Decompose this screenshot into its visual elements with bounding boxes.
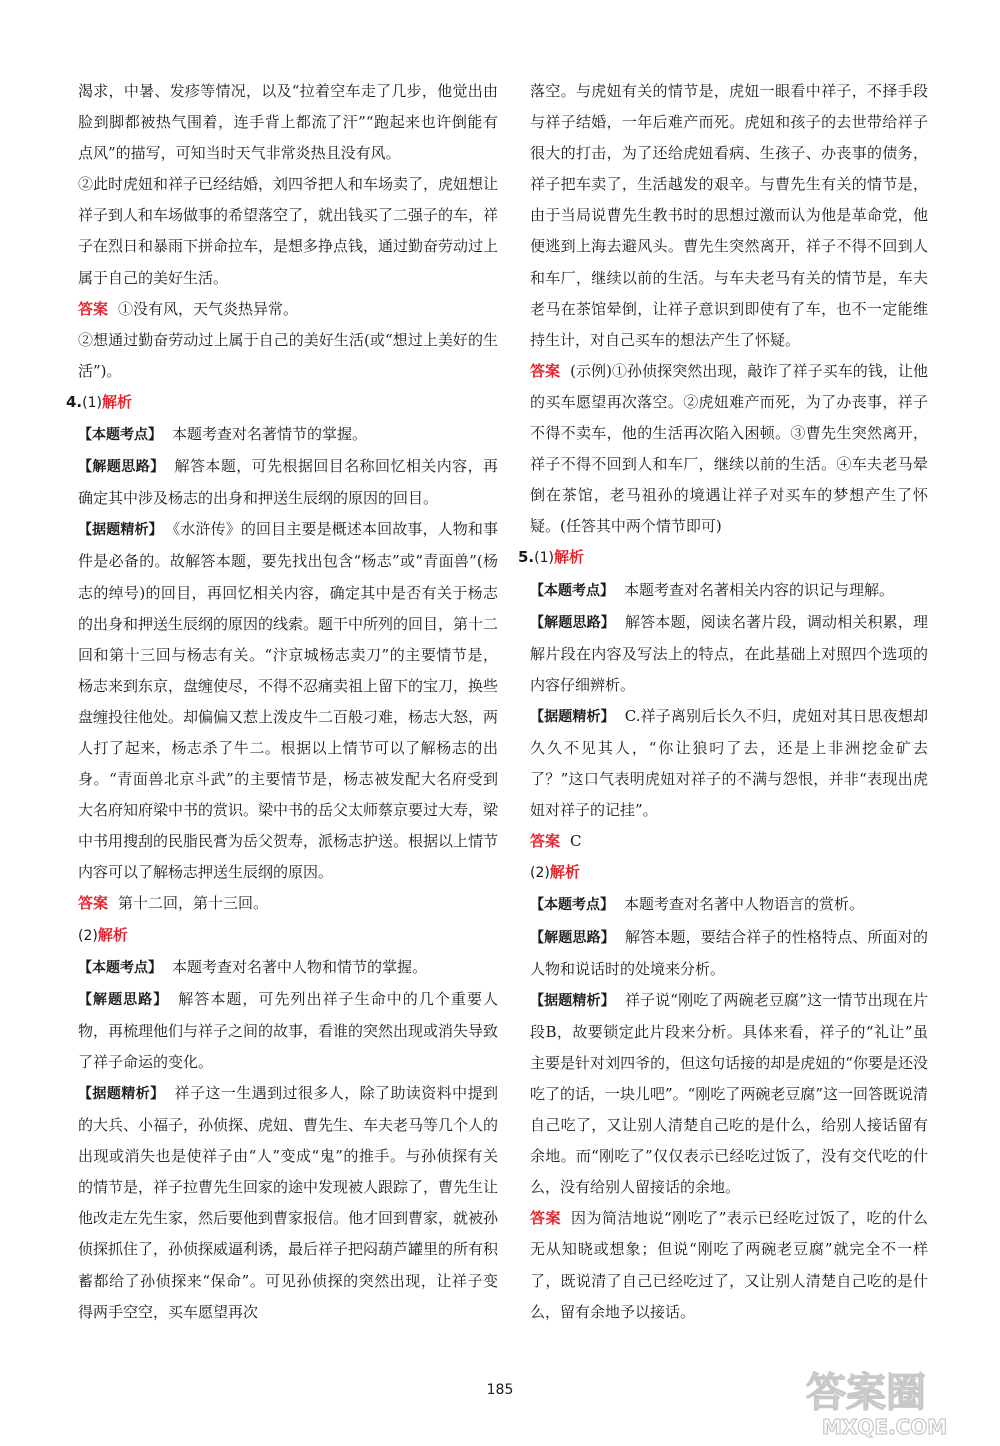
analysis-text: 本题考查对名著情节的掌握。 bbox=[172, 425, 368, 444]
left-column bbox=[66, 76, 499, 1328]
analysis-tag: 【本题考点】 bbox=[530, 897, 614, 914]
answer-text: ①没有风，天气炎热异常。 bbox=[118, 299, 299, 318]
analysis-block bbox=[530, 575, 928, 607]
analysis-block bbox=[530, 985, 928, 1204]
paragraph bbox=[530, 76, 928, 356]
analysis-block bbox=[78, 1078, 498, 1328]
analysis-block bbox=[78, 514, 498, 888]
paragraph-text: 渴求，中暑、发疹等情况，以及“拉着空车走了几步，他觉出由脸到脚都被热气围着，连手背上都流了汗”“跑起来也许倒能有点风”的描写，可知当时天气非常炎热且没有风。 bbox=[78, 82, 498, 163]
paragraph-text: ②想通过勤奋劳动过上属于自己的美好生活(或“想过上美好的生活”)。 bbox=[78, 330, 498, 380]
answer-label: 答案 bbox=[530, 361, 561, 380]
analysis-tag: 【据题精析】 bbox=[530, 992, 615, 1009]
watermark-logo bbox=[800, 1360, 990, 1440]
analysis-tag: 【据题精析】 bbox=[78, 522, 163, 539]
analysis-label: 解析 bbox=[549, 863, 580, 882]
analysis-text: 祥子这一生遇到过很多人，除了助读资料中提到的大兵、小福子，孙侦探、虎妞、曹先生、车夫老马等几个人的出现或消失也是使祥子由“人”变成“鬼”的推手。与孙侦探有关的情节是，祥子拉曹先生回家的途中发现被人跟踪了，曹先生让他改走左先生家，然后要他到曹家报信。他才回到曹家，就被孙侦探抓住了，孙侦探威逼利诱，最后祥子把闷葫芦罐里的所有积蓄都给了孙侦探来“保命”。可见孙侦探的突然出现，让祥子变得两手空空，买车愿望再次 bbox=[78, 1084, 499, 1321]
analysis-tag: 【解题思路】 bbox=[530, 929, 615, 946]
analysis-text: C.祥子离别后长久不归，虎妞对其日思夜想却久久不见其人，“你让狼叼了去，还是上非洲挖金矿去了？”这口气表明虎妞对祥子的不满与怨恨，并非“表现出虎妞对祥子的记挂”。 bbox=[530, 706, 929, 820]
paragraph bbox=[78, 76, 498, 169]
analysis-text: 解答本题，要结合祥子的性格特点、所面对的人物和说话时的处境来分析。 bbox=[530, 927, 928, 978]
analysis-tag: 【本题考点】 bbox=[530, 582, 614, 599]
analysis-block bbox=[78, 419, 498, 451]
analysis-block bbox=[78, 984, 498, 1078]
right-column bbox=[518, 76, 929, 1328]
answer-text: 因为简洁地说“刚吃了”表示已经吃过饭了，吃的什么无从知晓或想象；但说“刚吃了两碗老豆腐”就完全不一样了，既说清了自己已经吃过了，又让别人清楚自己吃的是什么，留有余地予以接话。 bbox=[530, 1209, 928, 1321]
paragraph bbox=[78, 325, 498, 387]
analysis-block bbox=[530, 607, 928, 701]
analysis-tag: 【据题精析】 bbox=[530, 708, 615, 725]
question-heading bbox=[518, 542, 928, 574]
answer-block bbox=[78, 888, 498, 919]
paragraph-text: 落空。与虎妞有关的情节是，虎妞一眼看中祥子，不择手段与祥子结婚，一年后难产而死。虎妞和孩子的去世带给祥子很大的打击，为了还给虎妞看病、生孩子、办丧事的债务，祥子把车卖了，生活越发的艰辛。与曹先生有关的情节是，由于当局说曹先生教书时的思想过激而认为他是革命党，他便逃到上海去避风头。曹先生突然离开，祥子不得不回到人和车厂，继续以前的生活。与车夫老马有关的情节是，车夫老马在茶馆晕倒，让祥子意识到即使有了车，也不一定能维持生计，对自己买车的想法产生了怀疑。 bbox=[530, 82, 928, 349]
analysis-tag: 【本题考点】 bbox=[78, 959, 162, 976]
watermark-text: 答案圈 bbox=[806, 1370, 926, 1416]
question-heading bbox=[530, 857, 928, 889]
analysis-text: 解答本题，可先根据回目名称回忆相关内容，再确定其中涉及杨志的出身和押送生辰纲的原因的回目。 bbox=[78, 457, 498, 508]
answer-block bbox=[78, 294, 498, 325]
analysis-text: 本题考查对名著中人物和情节的掌握。 bbox=[172, 957, 428, 976]
answer-text: 第十二回，第十三回。 bbox=[118, 894, 269, 913]
analysis-block bbox=[530, 889, 928, 921]
answer-label: 答案 bbox=[530, 832, 561, 851]
analysis-block bbox=[78, 451, 498, 514]
analysis-tag: 【解题思路】 bbox=[78, 459, 165, 476]
analysis-text: 本题考查对名著中人物语言的赏析。 bbox=[624, 895, 865, 914]
analysis-text: 解答本题，可先列出祥子生命中的几个重要人物，再梳理他们与祥子之间的故事，看谁的突然出现或消失导致了祥子命运的变化。 bbox=[78, 989, 499, 1071]
answer-text: C bbox=[570, 832, 582, 851]
analysis-block bbox=[530, 701, 928, 826]
answer-text: (示例)①孙侦探突然出现，敲诈了祥子买车的钱，让他的买车愿望再次落空。②虎妞难产而死，为了办丧事，祥子不得不卖车，他的生活再次陷入困顿。③曹先生突然离开，祥子不得不回到人和车厂，继续以前的生活。④车夫老马晕倒在茶馆，老马祖孙的境遇让祥子对买车的梦想产生了怀疑。(任答其中两个情节即可) bbox=[530, 361, 928, 536]
answer-block bbox=[530, 826, 928, 857]
sub-question-number: (1) bbox=[82, 394, 102, 411]
paragraph-text: ②此时虎妞和祥子已经结婚，刘四爷把人和车场卖了，虎妞想让祥子到人和车场做事的希望落空了，就出钱买了二强子的车，祥子在烈日和暴雨下拼命拉车，是想多挣点钱，通过勤奋劳动过上属于自己的美好生活。 bbox=[78, 175, 499, 287]
page-number: 185 bbox=[486, 1382, 514, 1398]
analysis-tag: 【解题思路】 bbox=[530, 614, 615, 631]
sub-question-number: (1) bbox=[534, 550, 554, 567]
sub-question-number: (2) bbox=[530, 865, 550, 882]
watermark-url: MXQE.COM bbox=[822, 1415, 948, 1439]
answer-block bbox=[530, 1203, 928, 1327]
analysis-text: 《水浒传》的回目主要是概述本回故事，人物和事件是必备的。故解答本题，要先找出包含“杨志”或“青面兽”(杨志的绰号)的回目，再回忆相关内容，确定其中是否有关于杨志的出身和押送生辰纲的原因的线索。题干中所列的回目，第十二回和第十三回与杨志有关。“汴京城杨志卖刀”的主要情节是，杨志来到东京，盘缠使尽，不得不忍痛卖祖上留下的宝刀，换些盘缠投往他处。却偏偏又惹上泼皮牛二百般刁难，杨志大怒，两人打了起来，杨志杀了牛二。根据以上情节可以了解杨志的出身。“青面兽北京斗武”的主要情节是，杨志被发配大名府受到大名府知府梁中书的赏识。梁中书的岳父太师蔡京要过大寿，梁中书用搜刮的民脂民膏为岳父贺寿，派杨志护送。根据以上情节内容可以了解杨志押送生辰纲的原因。 bbox=[78, 520, 499, 882]
question-number: 5. bbox=[518, 548, 535, 567]
analysis-text: 本题考查对名著相关内容的识记与理解。 bbox=[624, 580, 895, 599]
analysis-label: 解析 bbox=[101, 392, 132, 411]
answer-label: 答案 bbox=[78, 299, 109, 318]
question-number: 4. bbox=[66, 392, 83, 411]
question-heading bbox=[78, 920, 498, 952]
analysis-tag: 【据题精析】 bbox=[78, 1086, 165, 1102]
answer-block bbox=[530, 356, 928, 543]
analysis-tag: 【解题思路】 bbox=[78, 991, 169, 1008]
analysis-label: 解析 bbox=[553, 548, 584, 567]
analysis-label: 解析 bbox=[97, 925, 128, 944]
answer-label: 答案 bbox=[78, 894, 109, 913]
paragraph bbox=[78, 169, 498, 293]
question-heading bbox=[66, 387, 498, 419]
analysis-text: 解答本题，阅读名著片段，调动相关积累，理解片段在内容及写法上的特点，在此基础上对照四个选项的内容仔细辨析。 bbox=[530, 612, 928, 694]
sub-question-number: (2) bbox=[78, 927, 98, 944]
analysis-tag: 【本题考点】 bbox=[78, 427, 162, 444]
analysis-block bbox=[78, 952, 498, 984]
answer-label: 答案 bbox=[530, 1209, 562, 1228]
analysis-block bbox=[530, 922, 928, 985]
analysis-text: 祥子说“刚吃了两碗老豆腐”这一情节出现在片段B，故要锁定此片段来分析。具体来看，祥子的“礼让”虽主要是针对刘四爷的，但这句话接的却是虎妞的“你要是还没吃了的话，一块儿吧”。“刚吃了两碗老豆腐”这一回答既说清自己吃了，又让别人清楚自己吃的是什么，给别人接话留有余地。而“刚吃了”仅仅表示已经吃过饭了，没有交代吃的什么，没有给别人留接话的余地。 bbox=[530, 990, 929, 1197]
